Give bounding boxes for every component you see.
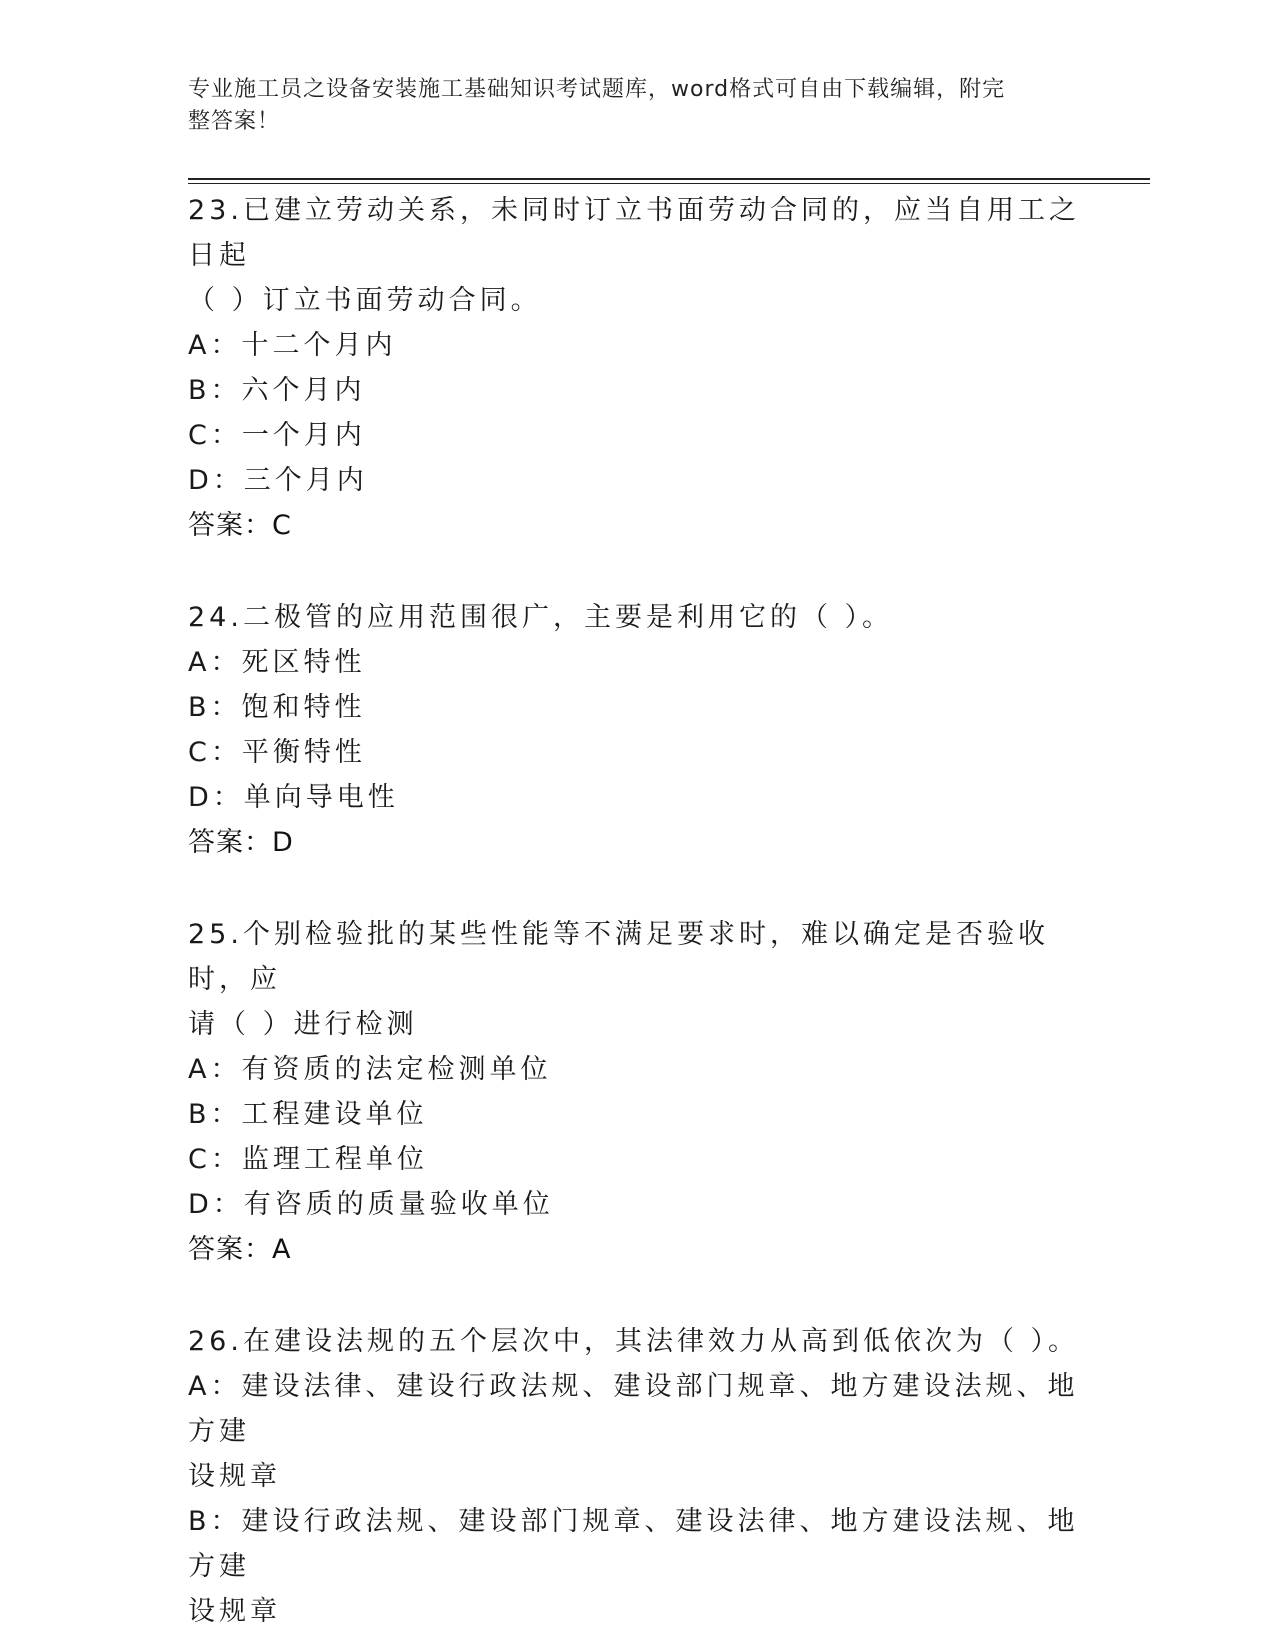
question-stem: 26.在建设法规的五个层次中，其法律效力从高到低依次为（ ）。: [188, 1326, 1080, 1357]
option-a-continued: 设规章: [188, 1461, 281, 1492]
header-line-1: 专业施工员之设备安装施工基础知识考试题库，word格式可自由下载编辑，附完: [188, 77, 1006, 102]
question-list: [188, 188, 1088, 1634]
answer-line: [188, 820, 1088, 865]
question-stem: （ ）订立书面劳动合同。: [188, 285, 542, 316]
answer-label: 答案：: [188, 510, 272, 541]
option-a: A：十二个月内: [188, 330, 397, 361]
question-26: [188, 1319, 1088, 1634]
answer-label: 答案：: [188, 827, 272, 858]
option-b: B：建设行政法规、建设部门规章、建设法律、地方建设法规、地方建: [188, 1506, 1079, 1582]
question-stem: 24.二极管的应用范围很广，主要是利用它的（ ）。: [188, 602, 894, 633]
option-c: C：一个月内: [188, 420, 366, 451]
answer-line: [188, 1227, 1088, 1272]
option-d: D：单向导电性: [188, 782, 399, 813]
header-rule-thick: [188, 178, 1150, 180]
option-a: A：死区特性: [188, 647, 366, 678]
header-rule-thin: [188, 183, 1150, 184]
option-b: B：六个月内: [188, 375, 366, 406]
question-stem: 25.个别检验批的某些性能等不满足要求时，难以确定是否验收时，应: [188, 919, 1049, 995]
question-stem: 23.已建立劳动关系，未同时订立书面劳动合同的，应当自用工之日起: [188, 195, 1080, 271]
answer-value: A: [272, 1234, 292, 1265]
header-line-2: 整答案！: [188, 109, 281, 134]
answer-line: [188, 503, 1088, 548]
question-24: [188, 595, 1088, 865]
option-c: C：平衡特性: [188, 737, 366, 768]
option-a: A：建设法律、建设行政法规、建设部门规章、地方建设法规、地方建: [188, 1371, 1079, 1447]
question-25: [188, 912, 1088, 1272]
option-d: D：三个月内: [188, 465, 368, 496]
answer-label: 答案：: [188, 1234, 272, 1265]
option-c: C：监理工程单位: [188, 1144, 428, 1175]
page-header: [188, 74, 1068, 138]
answer-value: D: [272, 827, 294, 858]
option-b-continued: 设规章: [188, 1596, 281, 1627]
question-23: [188, 188, 1088, 548]
option-d: D：有咨质的质量验收单位: [188, 1189, 554, 1220]
question-stem: 请（ ）进行检测: [188, 1009, 418, 1040]
option-b: B：工程建设单位: [188, 1099, 428, 1130]
answer-value: C: [272, 510, 292, 541]
option-a: A：有资质的法定检测单位: [188, 1054, 552, 1085]
option-b: B：饱和特性: [188, 692, 366, 723]
